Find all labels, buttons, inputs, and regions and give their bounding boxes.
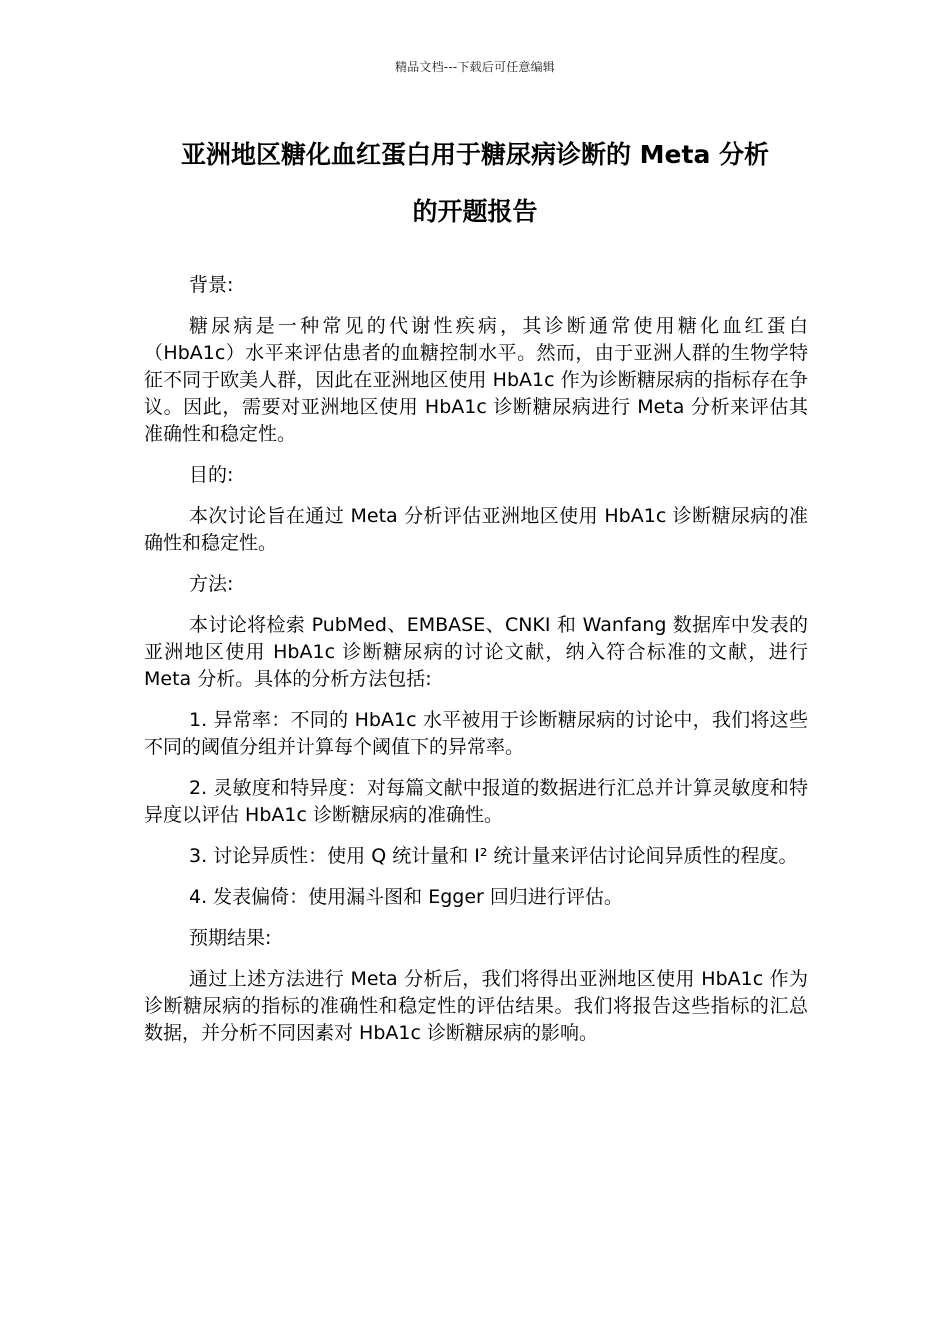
background-heading: 背景: <box>189 274 234 296</box>
results-paragraph: 通过上述方法进行 Meta 分析后，我们将得出亚洲地区使用 HbA1c 作为诊断糖尿病的指标的准确性和稳定性的评估结果。我们将报告这些指标的汇总数据，并分析不同因素对 HbA1c 诊断糖尿病的影响。 <box>144 968 808 1044</box>
method-item-4: 4. 发表偏倚：使用漏斗图和 Egger 回归进行评估。 <box>189 886 623 908</box>
document-body <box>144 272 808 1061</box>
method-item-2: 2. 灵敏度和特异度：对每篇文献中报道的数据进行汇总并计算灵敏度和特异度以评估 HbA1c 诊断糖尿病的准确性。 <box>144 777 808 826</box>
method-item-1: 1. 异常率：不同的 HbA1c 水平被用于诊断糖尿病的讨论中，我们将这些不同的阈值分组并计算每个阈值下的异常率。 <box>144 709 808 758</box>
header-note: 精品文档---下载后可任意编辑 <box>395 60 555 74</box>
purpose-heading: 目的: <box>189 464 234 486</box>
title-line-2: 的开题报告 <box>412 197 538 226</box>
background-paragraph: 糖尿病是一种常见的代谢性疾病，其诊断通常使用糖化血红蛋白（HbA1c）水平来评估患者的血糖控制水平。然而，由于亚洲人群的生物学特征不同于欧美人群，因此在亚洲地区使用 HbA1c 作为诊断糖尿病的指标存在争议。因此，需要对亚洲地区使用 HbA1c 诊断糖尿病进行 Meta 分析来评估其准确性和稳定性。 <box>144 315 808 445</box>
method-paragraph: 本讨论将检索 PubMed、EMBASE、CNKI 和 Wanfang 数据库中发表的亚洲地区使用 HbA1c 诊断糖尿病的讨论文献，纳入符合标准的文献，进行 Meta 分析。具体的分析方法包括: <box>144 614 808 690</box>
purpose-paragraph: 本次讨论旨在通过 Meta 分析评估亚洲地区使用 HbA1c 诊断糖尿病的准确性和稳定性。 <box>144 505 808 554</box>
title-line-1: 亚洲地区糖化血红蛋白用于糖尿病诊断的 Meta 分析 <box>180 140 770 169</box>
method-item-3: 3. 讨论异质性：使用 Q 统计量和 I² 统计量来评估讨论间异质性的程度。 <box>189 845 798 867</box>
method-heading: 方法: <box>189 573 234 595</box>
results-heading: 预期结果: <box>189 927 272 949</box>
